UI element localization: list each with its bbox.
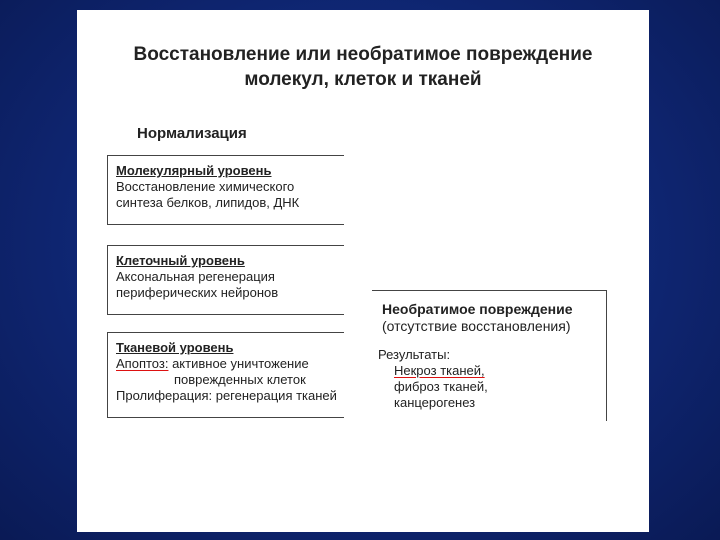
result-necrosis: Некроз тканей,	[394, 363, 485, 378]
irreversible-subtitle: (отсутствие восстановления)	[382, 318, 571, 334]
cellular-line-2: периферических нейронов	[116, 285, 279, 300]
apoptosis-line	[116, 356, 343, 372]
title-line-1: Восстановление или необратимое повреждение	[133, 44, 593, 65]
apoptosis-line-2: поврежденных клеток	[174, 372, 306, 387]
normalization-heading: Нормализация	[137, 125, 247, 142]
irreversible-damage-box	[372, 290, 607, 421]
slide	[77, 10, 649, 532]
cellular-level-header: Клеточный уровень	[116, 253, 245, 268]
cellular-level-box	[107, 245, 343, 315]
slide-title	[77, 42, 649, 92]
molecular-level-box	[107, 155, 343, 225]
results-label: Результаты:	[378, 347, 451, 362]
proliferation-line: Пролиферация: регенерация тканей	[116, 388, 337, 403]
result-fibrosis: фиброз тканей,	[394, 379, 488, 394]
cellular-line-1: Аксональная регенерация	[116, 269, 275, 284]
apoptosis-text: активное уничтожение	[172, 356, 309, 371]
molecular-line-1: Восстановление химического	[116, 179, 295, 194]
tissue-level-header: Тканевой уровень	[116, 340, 234, 355]
apoptosis-label: Апоптоз:	[116, 356, 169, 371]
molecular-line-2: синтеза белков, липидов, ДНК	[116, 195, 300, 210]
molecular-level-header: Молекулярный уровень	[116, 163, 272, 178]
irreversible-title: Необратимое повреждение	[382, 301, 573, 317]
title-line-2: молекул, клеток и тканей	[244, 69, 482, 90]
result-carcinogenesis: канцерогенез	[394, 395, 476, 410]
tissue-level-box	[107, 332, 343, 418]
